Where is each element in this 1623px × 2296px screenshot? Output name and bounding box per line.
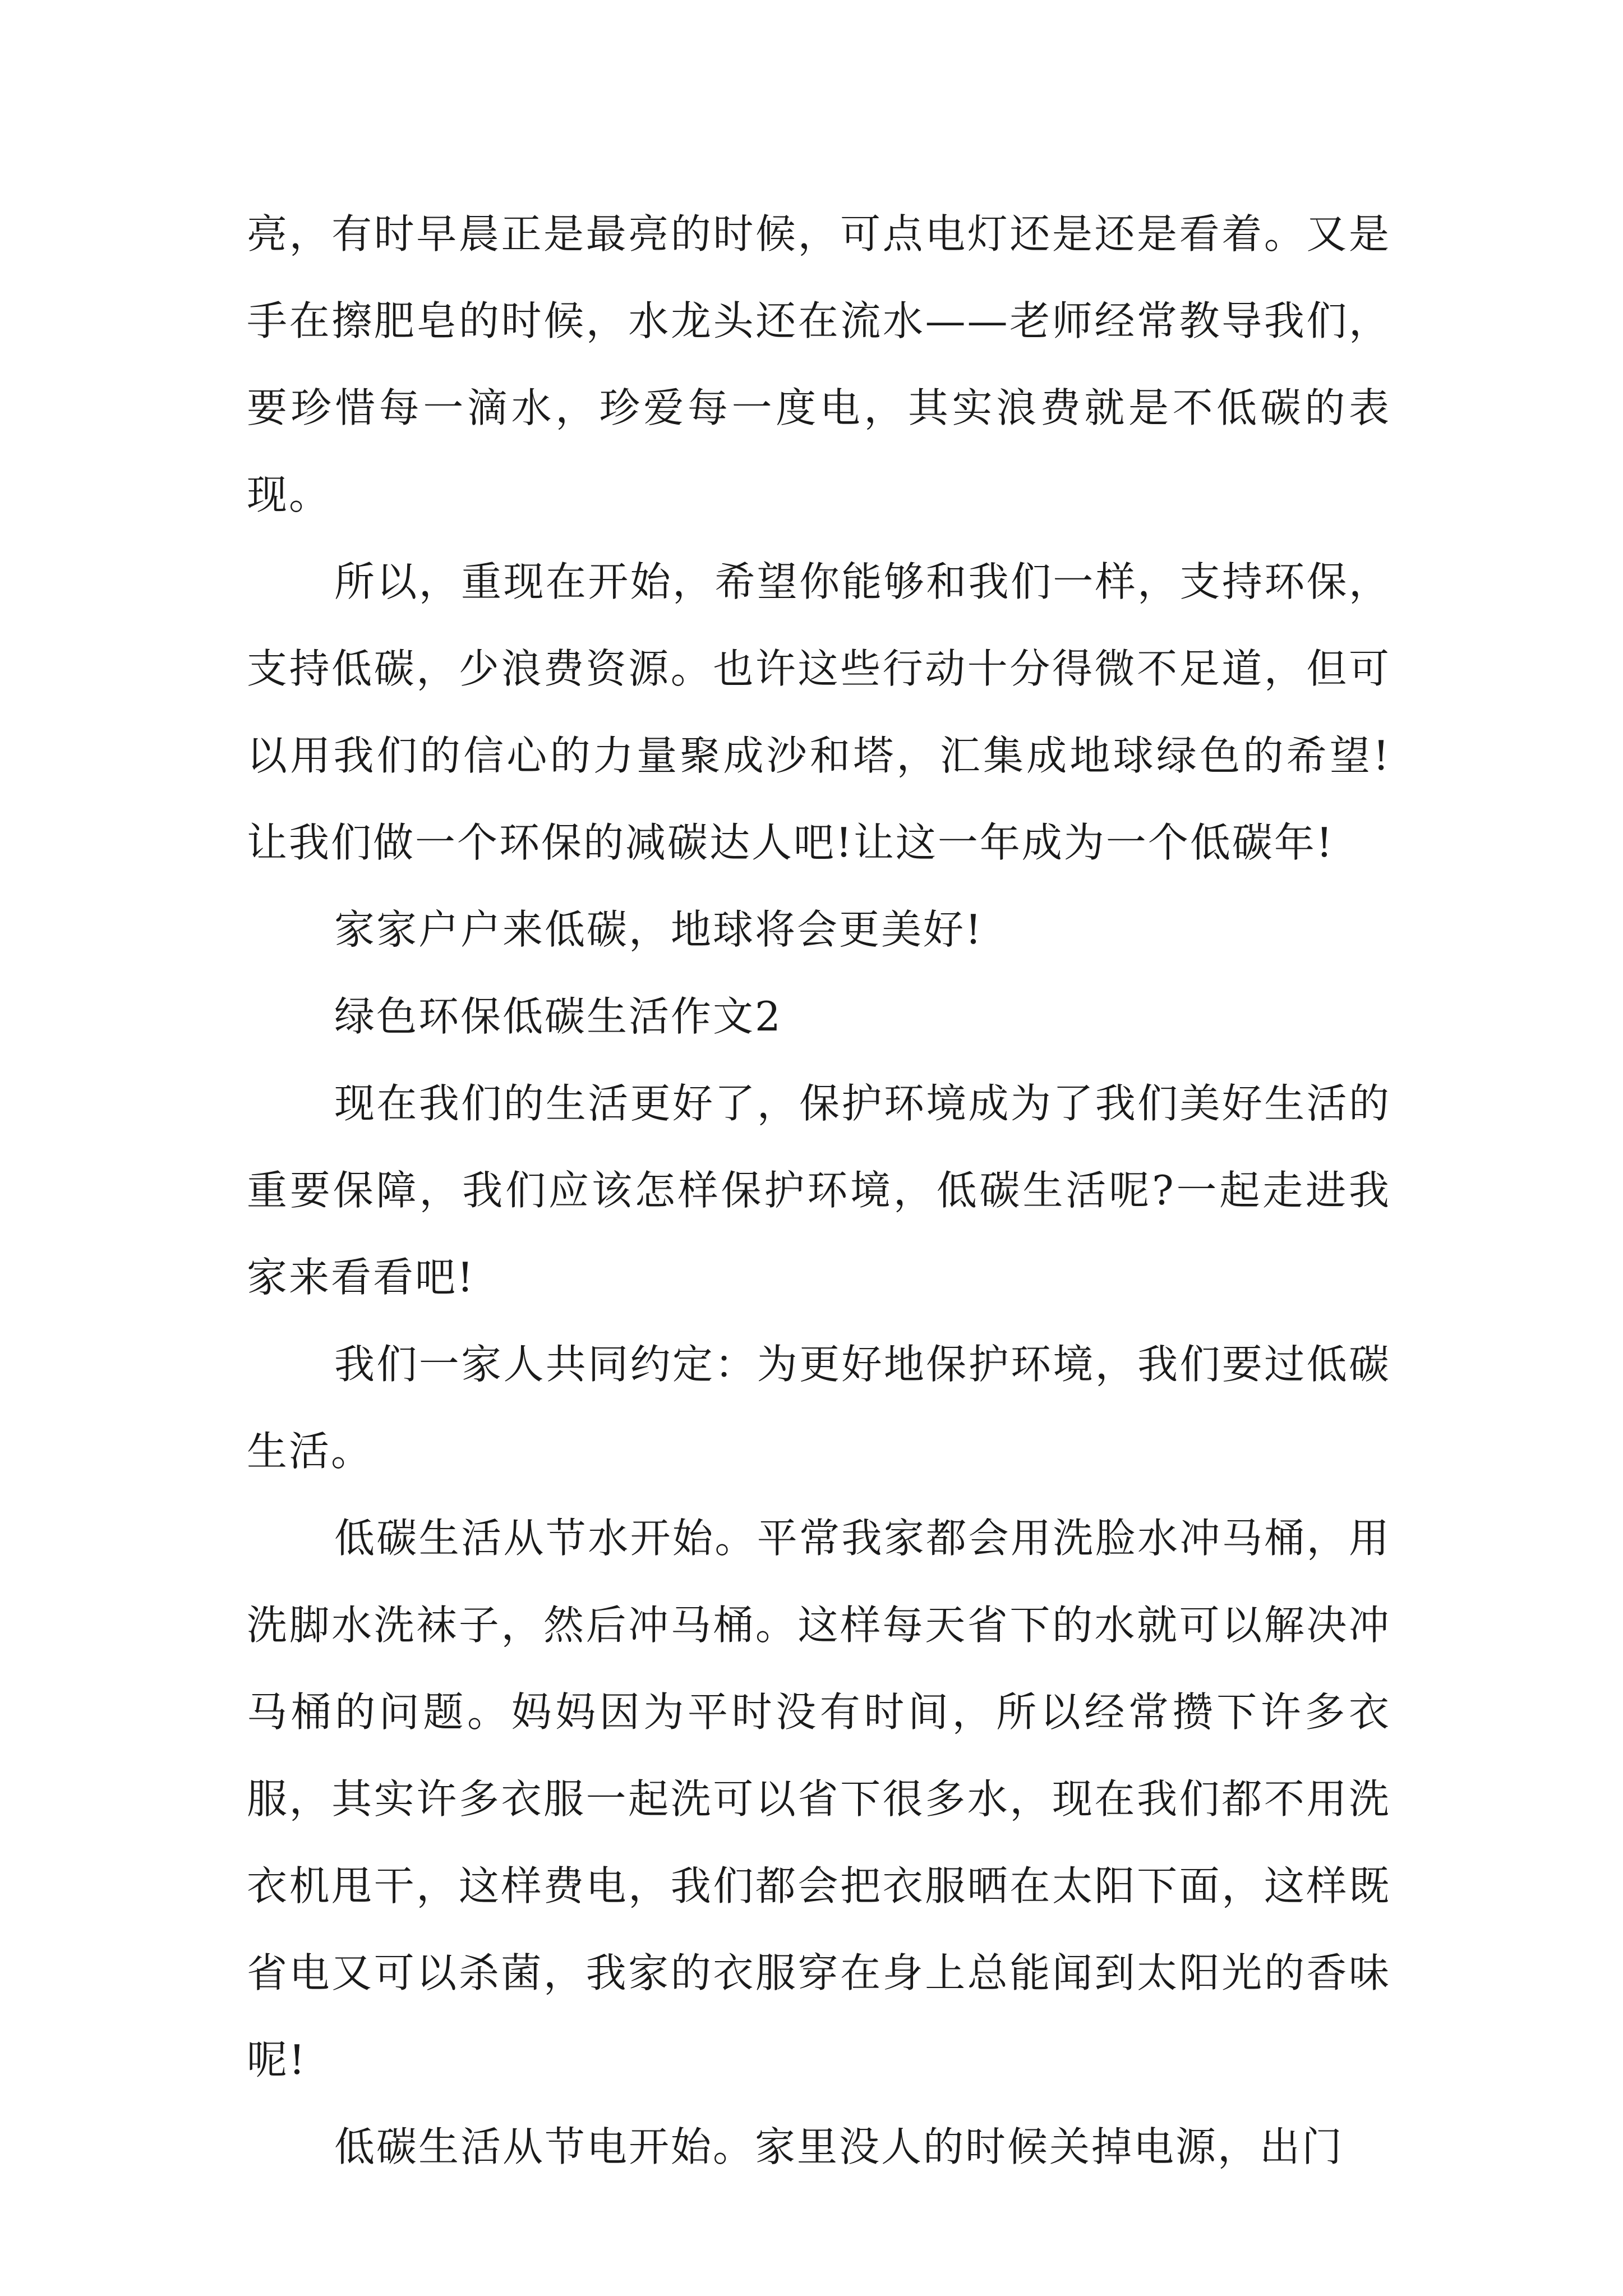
paragraph-6: 我们一家人共同约定：为更好地保护环境，我们要过低碳生活。 bbox=[247, 1341, 1391, 1475]
section-heading: 绿色环保低碳生活作文2 bbox=[334, 993, 782, 1040]
paragraph-7: 低碳生活从节水开始。平常我家都会用洗脸水冲马桶，用洗脚水洗袜子，然后冲马桶。这样每天省下的水就可以解决冲马桶的问题。妈妈因为平时没有时间，所以经常攒下许多衣服，其实许多衣服一起洗可以省下很多水，现在我们都不用洗衣机甩干，这样费电，我们都会把衣服晒在太阳下面，这样既省电又可以杀菌，我家的衣服穿在身上总能闻到太阳光的香味呢! bbox=[247, 1515, 1391, 2083]
document-body bbox=[247, 191, 1391, 2191]
paragraph-3: 家家户户来低碳，地球将会更美好! bbox=[334, 906, 983, 953]
paragraph-8: 低碳生活从节电开始。家里没人的时候关掉电源，出门 bbox=[334, 2123, 1344, 2170]
paragraph-5: 现在我们的生活更好了，保护环境成为了我们美好生活的重要保障，我们应该怎样保护环境，低碳生活呢?一起走进我家来看看吧! bbox=[247, 1080, 1391, 1301]
paragraph-1: 亮，有时早晨正是最亮的时候，可点电灯还是还是看着。又是手在擦肥皂的时候，水龙头还在流水——老师经常教导我们，要珍惜每一滴水，珍爱每一度电，其实浪费就是不低碳的表现。 bbox=[247, 210, 1391, 518]
paragraph-2: 所以，重现在开始，希望你能够和我们一样，支持环保，支持低碳，少浪费资源。也许这些行动十分得微不足道，但可以用我们的信心的力量聚成沙和塔，汇集成地球绿色的希望!让我们做一个环保的减碳达人吧!让这一年成为一个低碳年! bbox=[247, 558, 1391, 866]
